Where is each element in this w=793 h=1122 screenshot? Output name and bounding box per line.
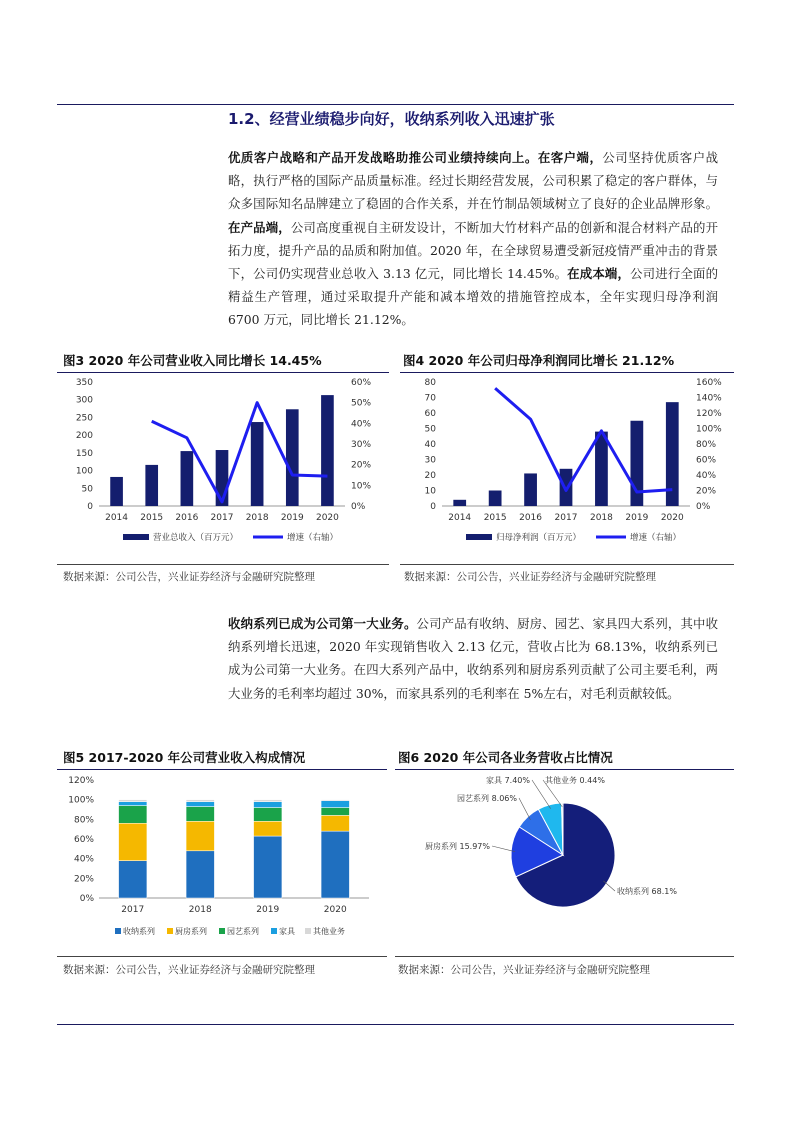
fig5-segment-家具-2020 — [321, 801, 349, 808]
fig5-segment-家具-2017 — [119, 802, 147, 806]
fig5-xtick: 2020 — [323, 905, 347, 915]
fig3-bar-2019 — [286, 409, 299, 506]
section-title: 1.2、经营业绩稳步向好，收纳系列收入迅速扩张 — [228, 110, 555, 128]
fig3-ytick: 300 — [75, 395, 93, 406]
fig5-legend-swatch — [271, 928, 277, 934]
fig4-y2tick: 100% — [696, 424, 722, 435]
fig4-bar-2018 — [595, 432, 608, 506]
fig3-xtick: 2019 — [280, 513, 304, 523]
fig5-legend-家具: 家具 — [279, 927, 295, 936]
fig5-segment-厨房系列-2019 — [254, 821, 282, 836]
fig6-leader — [519, 798, 530, 820]
fig4-y2tick: 40% — [696, 471, 717, 481]
fig5-segment-其他业务-2018 — [186, 800, 214, 802]
fig4-xtick: 2019 — [625, 513, 649, 523]
fig3-legend-line: 增速（右轴） — [287, 533, 339, 543]
fig3-xtick: 2015 — [140, 513, 164, 523]
fig4-xtick: 2015 — [483, 513, 507, 523]
fig6-label-其他业务: 其他业务 0.44% — [545, 776, 605, 785]
fig5-ytick: 120% — [68, 776, 94, 786]
fig3-ytick: 50 — [81, 484, 93, 495]
fig4-title-rule — [400, 372, 734, 373]
fig5-ytick: 20% — [73, 874, 94, 885]
fig3-legend-bar-swatch — [123, 534, 149, 540]
fig3-y2tick: 40% — [351, 419, 372, 430]
fig3-ytick: 250 — [75, 413, 93, 424]
fig5-segment-其他业务-2017 — [119, 800, 147, 802]
fig6-title-rule — [395, 769, 734, 770]
fig3-ytick: 200 — [75, 431, 93, 442]
fig4-y2tick: 0% — [696, 502, 711, 512]
fig5-segment-家具-2019 — [254, 802, 282, 808]
fig4-bar-2014 — [453, 500, 466, 506]
fig5-segment-收纳系列-2019 — [254, 836, 282, 898]
fig3-xtick: 2020 — [315, 513, 339, 523]
fig3-title: 图3 2020 年公司营业收入同比增长 14.45% — [63, 353, 322, 368]
fig3-ytick: 0 — [87, 502, 93, 512]
fig4-legend-bar: 归母净利润（百万元） — [496, 533, 582, 543]
fig4-legend-line: 增速（右轴） — [630, 533, 682, 543]
fig4-ytick: 70 — [424, 393, 436, 404]
fig5-legend-收纳系列: 收纳系列 — [123, 927, 155, 936]
fig5-ytick: 80% — [73, 815, 94, 826]
fig3-y2tick: 30% — [351, 440, 372, 450]
header-rule — [57, 104, 734, 105]
fig3-ytick: 150 — [75, 448, 93, 459]
fig4-y2tick: 120% — [696, 409, 722, 419]
fig3-title-rule — [57, 372, 389, 373]
fig4-bottom-rule — [400, 564, 734, 565]
fig5-legend-swatch — [115, 928, 121, 934]
fig5-segment-其他业务-2019 — [254, 800, 282, 802]
fig5-segment-园艺系列-2018 — [186, 807, 214, 822]
fig4-title: 图4 2020 年公司归母净利润同比增长 21.12% — [403, 353, 675, 368]
fig3-chart — [57, 374, 389, 554]
fig3-bar-2015 — [145, 465, 158, 506]
fig4-ytick: 30 — [424, 455, 436, 466]
fig4-legend-bar-swatch — [466, 534, 492, 540]
fig6-label-园艺系列: 园艺系列 8.06% — [457, 794, 517, 803]
fig3-y2tick: 0% — [351, 502, 366, 512]
fig4-xtick: 2016 — [519, 513, 543, 523]
fig4-y2tick: 80% — [696, 440, 717, 450]
fig4-bar-2015 — [489, 491, 502, 507]
fig4-ytick: 40 — [424, 440, 436, 450]
fig3-bar-2014 — [110, 477, 123, 506]
fig4-xtick: 2014 — [448, 513, 472, 523]
fig5-ytick: 100% — [68, 795, 94, 806]
fig5-legend-swatch — [305, 928, 311, 934]
fig5-ytick: 40% — [73, 854, 94, 865]
fig5-xtick: 2019 — [256, 905, 280, 915]
fig6-title: 图6 2020 年公司各业务营收占比情况 — [398, 750, 613, 765]
fig4-ytick: 80 — [424, 378, 436, 388]
fig3-xtick: 2017 — [210, 513, 234, 523]
fig3-ytick: 100 — [75, 466, 93, 477]
fig5-legend-swatch — [219, 928, 225, 934]
fig5-legend-园艺系列: 园艺系列 — [227, 927, 259, 936]
fig4-ytick: 60 — [424, 409, 436, 419]
fig4-ytick: 50 — [424, 424, 436, 435]
paragraph-storage: 收纳系列已成为公司第一大业务。公司产品有收纳、厨房、园艺、家具四大系列，其中收纳系列增长迅速，2020 年实现销售收入 2.13 亿元，营收占比为 68.13%，收纳系列已成为公司第一大业务。在四大系列产品中，收纳系列和厨房系列贡献了公司主要毛利，两大业务的毛利率均超过 30%，而家具系列的毛利率在 5%左右，对毛利贡献较低。 — [228, 616, 719, 701]
fig5-segment-收纳系列-2017 — [119, 861, 147, 898]
fig4-source: 数据来源：公司公告，兴业证券经济与金融研究院整理 — [404, 571, 656, 583]
fig3-y2tick: 60% — [351, 378, 372, 388]
fig3-y2tick: 20% — [351, 460, 372, 471]
fig5-source: 数据来源：公司公告，兴业证券经济与金融研究院整理 — [63, 964, 315, 976]
fig4-xtick: 2017 — [554, 513, 578, 523]
fig5-legend-厨房系列: 厨房系列 — [175, 927, 207, 936]
fig6-label-收纳系列: 收纳系列 68.1% — [617, 887, 677, 896]
fig6-chart — [395, 771, 734, 951]
fig5-segment-园艺系列-2017 — [119, 806, 147, 824]
fig3-bottom-rule — [57, 564, 389, 565]
fig3-y2tick: 10% — [351, 481, 372, 492]
fig3-growth-line — [152, 403, 328, 502]
fig3-xtick: 2014 — [105, 513, 129, 523]
fig4-y2tick: 160% — [696, 378, 722, 388]
fig4-y2tick: 140% — [696, 393, 722, 404]
fig3-bar-2020 — [321, 395, 334, 506]
fig5-segment-收纳系列-2020 — [321, 831, 349, 898]
fig5-ytick: 60% — [73, 835, 94, 845]
fig3-bar-2018 — [251, 422, 264, 506]
fig4-chart — [400, 374, 734, 554]
fig4-y2tick: 60% — [696, 455, 717, 466]
fig6-label-厨房系列: 厨房系列 15.97% — [424, 842, 490, 851]
fig5-segment-收纳系列-2018 — [186, 851, 214, 898]
fig5-ytick: 0% — [79, 894, 94, 904]
fig4-growth-line — [495, 388, 672, 492]
fig5-segment-厨房系列-2017 — [119, 823, 147, 860]
fig5-bottom-rule — [57, 956, 387, 957]
fig5-xtick: 2017 — [121, 905, 145, 915]
fig3-legend-bar: 营业总收入（百万元） — [153, 533, 239, 543]
fig5-segment-厨房系列-2020 — [321, 815, 349, 831]
footer-rule — [57, 1024, 734, 1025]
fig5-xtick: 2018 — [188, 905, 212, 915]
fig5-chart — [57, 771, 387, 951]
fig3-source: 数据来源：公司公告，兴业证券经济与金融研究院整理 — [63, 571, 315, 583]
fig5-title-rule — [57, 769, 387, 770]
fig6-source: 数据来源：公司公告，兴业证券经济与金融研究院整理 — [398, 964, 650, 976]
fig5-legend-swatch — [167, 928, 173, 934]
fig3-bar-2016 — [181, 451, 194, 506]
fig4-xtick: 2018 — [589, 513, 613, 523]
fig4-bar-2016 — [524, 473, 537, 506]
fig5-segment-其他业务-2020 — [321, 800, 349, 801]
fig4-ytick: 10 — [424, 486, 436, 497]
fig3-xtick: 2016 — [175, 513, 199, 523]
fig3-ytick: 350 — [75, 378, 93, 388]
fig3-xtick: 2018 — [245, 513, 269, 523]
fig4-y2tick: 20% — [696, 486, 717, 497]
fig5-segment-厨房系列-2018 — [186, 821, 214, 851]
fig5-legend-其他业务: 其他业务 — [313, 927, 345, 936]
fig5-segment-园艺系列-2019 — [254, 808, 282, 822]
fig6-bottom-rule — [395, 956, 734, 957]
fig5-segment-家具-2018 — [186, 802, 214, 807]
fig6-label-家具: 家具 7.40% — [486, 776, 530, 785]
fig4-ytick: 20 — [424, 471, 436, 481]
fig3-y2tick: 50% — [351, 398, 372, 409]
fig4-xtick: 2020 — [660, 513, 684, 523]
fig5-title: 图5 2017-2020 年公司营业收入构成情况 — [63, 750, 306, 765]
fig4-ytick: 0 — [430, 502, 436, 512]
fig5-segment-园艺系列-2020 — [321, 808, 349, 816]
paragraph-performance: 优质客户战略和产品开发战略助推公司业绩持续向上。在客户端，公司坚持优质客户战略，执行严格的国际产品质量标准。经过长期经营发展，公司积累了稳定的客户群体，与众多国际知名品牌建立了稳固的合作关系，并在竹制品领域树立了良好的企业品牌形象。在产品端，公司高度重视自主研发设计，不断加大竹材料产品的创新和混合材料产品的开拓力度，提升产品的品质和附加值。2020 年，在全球贸易遭受新冠疫情严重冲击的背景下，公司仍实现营业总收入 3.13 亿元，同比增长 14.45%。在成本端，公司进行全面的精益生产管理，通过采取提升产能和减本增效的措施管控成本，全年实现归母净利润 6700 万元，同比增长 21.12%。 — [228, 150, 719, 328]
